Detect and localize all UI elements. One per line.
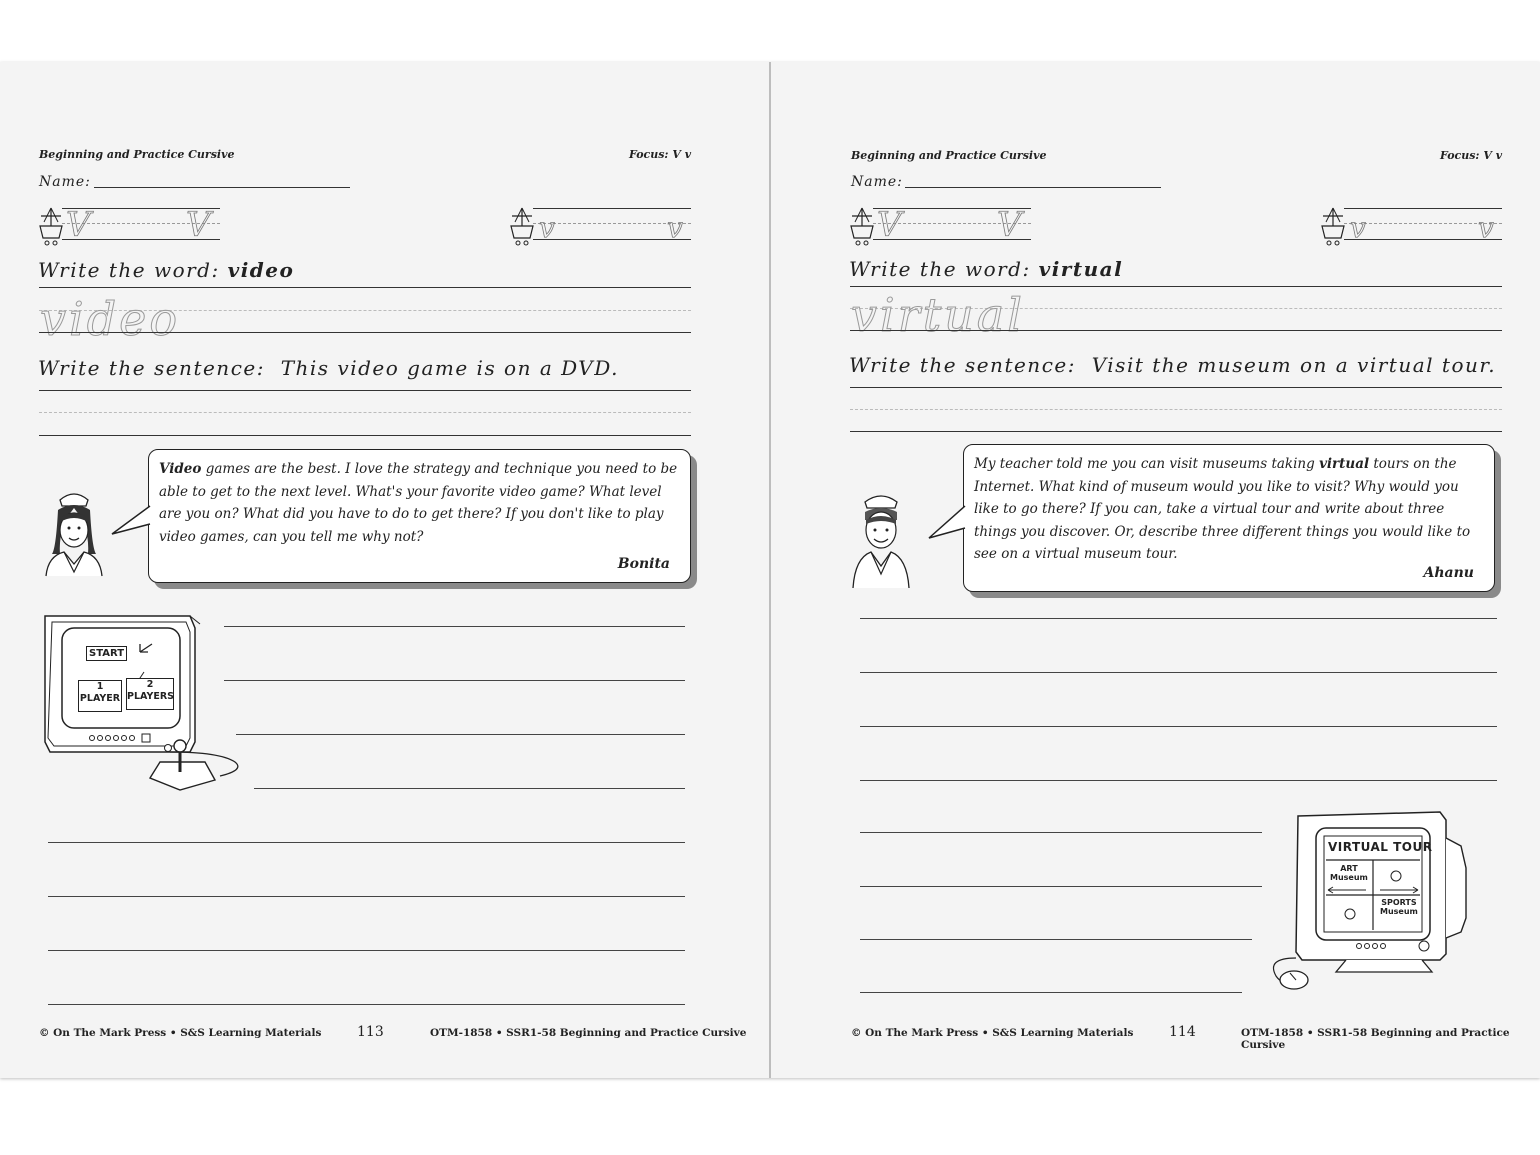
lowercase-trace-end: v [1478,211,1494,244]
page-number: 114 [1169,1024,1196,1040]
bubble-tail [110,502,152,538]
lowercase-practice-lines[interactable] [533,208,691,244]
bubble-text: Video games are the best. I love the strategy and technique you need to be able to get to the next level. What's your favorite video game? What level are you on? What did you have to do to get there? If you don't like to play video games, can you tell me why not? [159,461,678,545]
workbook-spread [0,62,1540,1078]
sentence-line-bottom[interactable] [850,431,1502,432]
word-prompt: Write the word: virtual [849,257,1124,281]
uppercase-trace-start: V [877,205,902,245]
lowercase-trace-end: v [667,211,683,244]
writing-line[interactable] [860,618,1497,619]
uppercase-trace-end: V [997,205,1022,245]
speech-bubble-ahanu [963,444,1495,592]
bubble-text: My teacher told me you can visit museums taking virtual tours on the Internet. What kind of museum would you like to visit? Why would you like to go there? If you can, take a virtual tour and write about three things you discover. Or, describe three different things you would like to see on a virtual museum tour. [974,456,1471,562]
uppercase-trace-end: V [186,205,211,245]
writing-line[interactable] [48,842,685,843]
focus-label: Focus: V v [1440,149,1503,162]
one-player-box: 1 PLAYER [78,680,122,712]
bubble-signature: Bonita [617,556,670,572]
avatar-bonita [38,488,112,578]
writing-line[interactable] [860,780,1497,781]
start-button-label: START [86,646,127,661]
name-field-line[interactable] [905,187,1161,188]
computer-icon [1256,808,1501,1000]
writing-line[interactable] [236,734,685,735]
uppercase-practice-lines[interactable] [873,205,1031,245]
bubble-tail [927,502,967,542]
word-line-bottom[interactable] [39,332,691,333]
avatar-ahanu [851,490,915,590]
sentence-line-top [39,390,691,391]
writing-line[interactable] [860,726,1497,727]
focus-label: Focus: V v [629,148,692,161]
word-prompt: Write the word: video [38,258,295,282]
writing-line[interactable] [254,788,685,789]
word-value: virtual [1038,257,1124,281]
sentence-line-mid [850,409,1502,410]
writing-line[interactable] [48,950,685,951]
uppercase-practice-lines[interactable] [62,205,220,245]
virtual-tour-title: VIRTUAL TOUR [1328,840,1433,854]
sentence-line-bottom[interactable] [39,435,691,436]
sentence-prompt: Write the sentence: This video game is on a DVD. [38,356,619,380]
sports-museum-label: SPORTS Museum [1380,898,1418,916]
writing-line[interactable] [860,992,1242,993]
footer-product: OTM-1858 • SSR1-58 Beginning and Practice Cursive [1241,1027,1510,1051]
virtual-tour-illustration [1256,808,1501,1000]
word-line-top [39,287,691,288]
lowercase-trace-start: v [1350,211,1366,244]
right-page [771,62,1540,1078]
art-museum-label: ART Museum [1330,864,1368,882]
name-label: Name: [851,174,903,190]
writing-line[interactable] [224,680,685,681]
bubble-signature: Ahanu [1423,565,1474,581]
word-trace: virtual [851,288,1025,342]
sentence-line-top [850,387,1502,388]
writing-line[interactable] [48,1004,685,1005]
word-trace: video [40,292,181,346]
left-page [0,62,769,1078]
lowercase-practice-lines[interactable] [1344,208,1502,244]
page-number: 113 [357,1024,384,1040]
lowercase-trace-start: v [539,211,555,244]
name-field-line[interactable] [94,187,350,188]
sentence-line-mid [39,412,691,413]
sentence-prompt: Write the sentence: Visit the museum on a virtual tour. [849,353,1497,377]
word-value: video [227,258,295,282]
writing-line[interactable] [860,832,1262,833]
writing-line[interactable] [860,886,1262,887]
writing-line[interactable] [860,672,1497,673]
writing-line[interactable] [860,939,1252,940]
header-title: Beginning and Practice Cursive [851,149,1047,162]
footer-product: OTM-1858 • SSR1-58 Beginning and Practice Cursive [430,1027,747,1039]
uppercase-trace-start: V [66,205,91,245]
writing-line[interactable] [224,626,685,627]
name-label: Name: [39,174,91,190]
writing-line[interactable] [48,896,685,897]
two-players-box: 2 PLAYERS [126,678,174,710]
header-title: Beginning and Practice Cursive [39,148,235,161]
sentence-value: Visit the museum on a virtual tour. [1091,353,1497,377]
word-line-top [850,286,1502,287]
speech-bubble-bonita [148,449,691,583]
word-line-bottom[interactable] [850,330,1502,331]
video-game-illustration [40,612,245,802]
sentence-value: This video game is on a DVD. [280,356,619,380]
footer-copyright: © On The Mark Press • S&S Learning Materials [39,1027,322,1039]
footer-copyright: © On The Mark Press • S&S Learning Materials [851,1027,1134,1039]
